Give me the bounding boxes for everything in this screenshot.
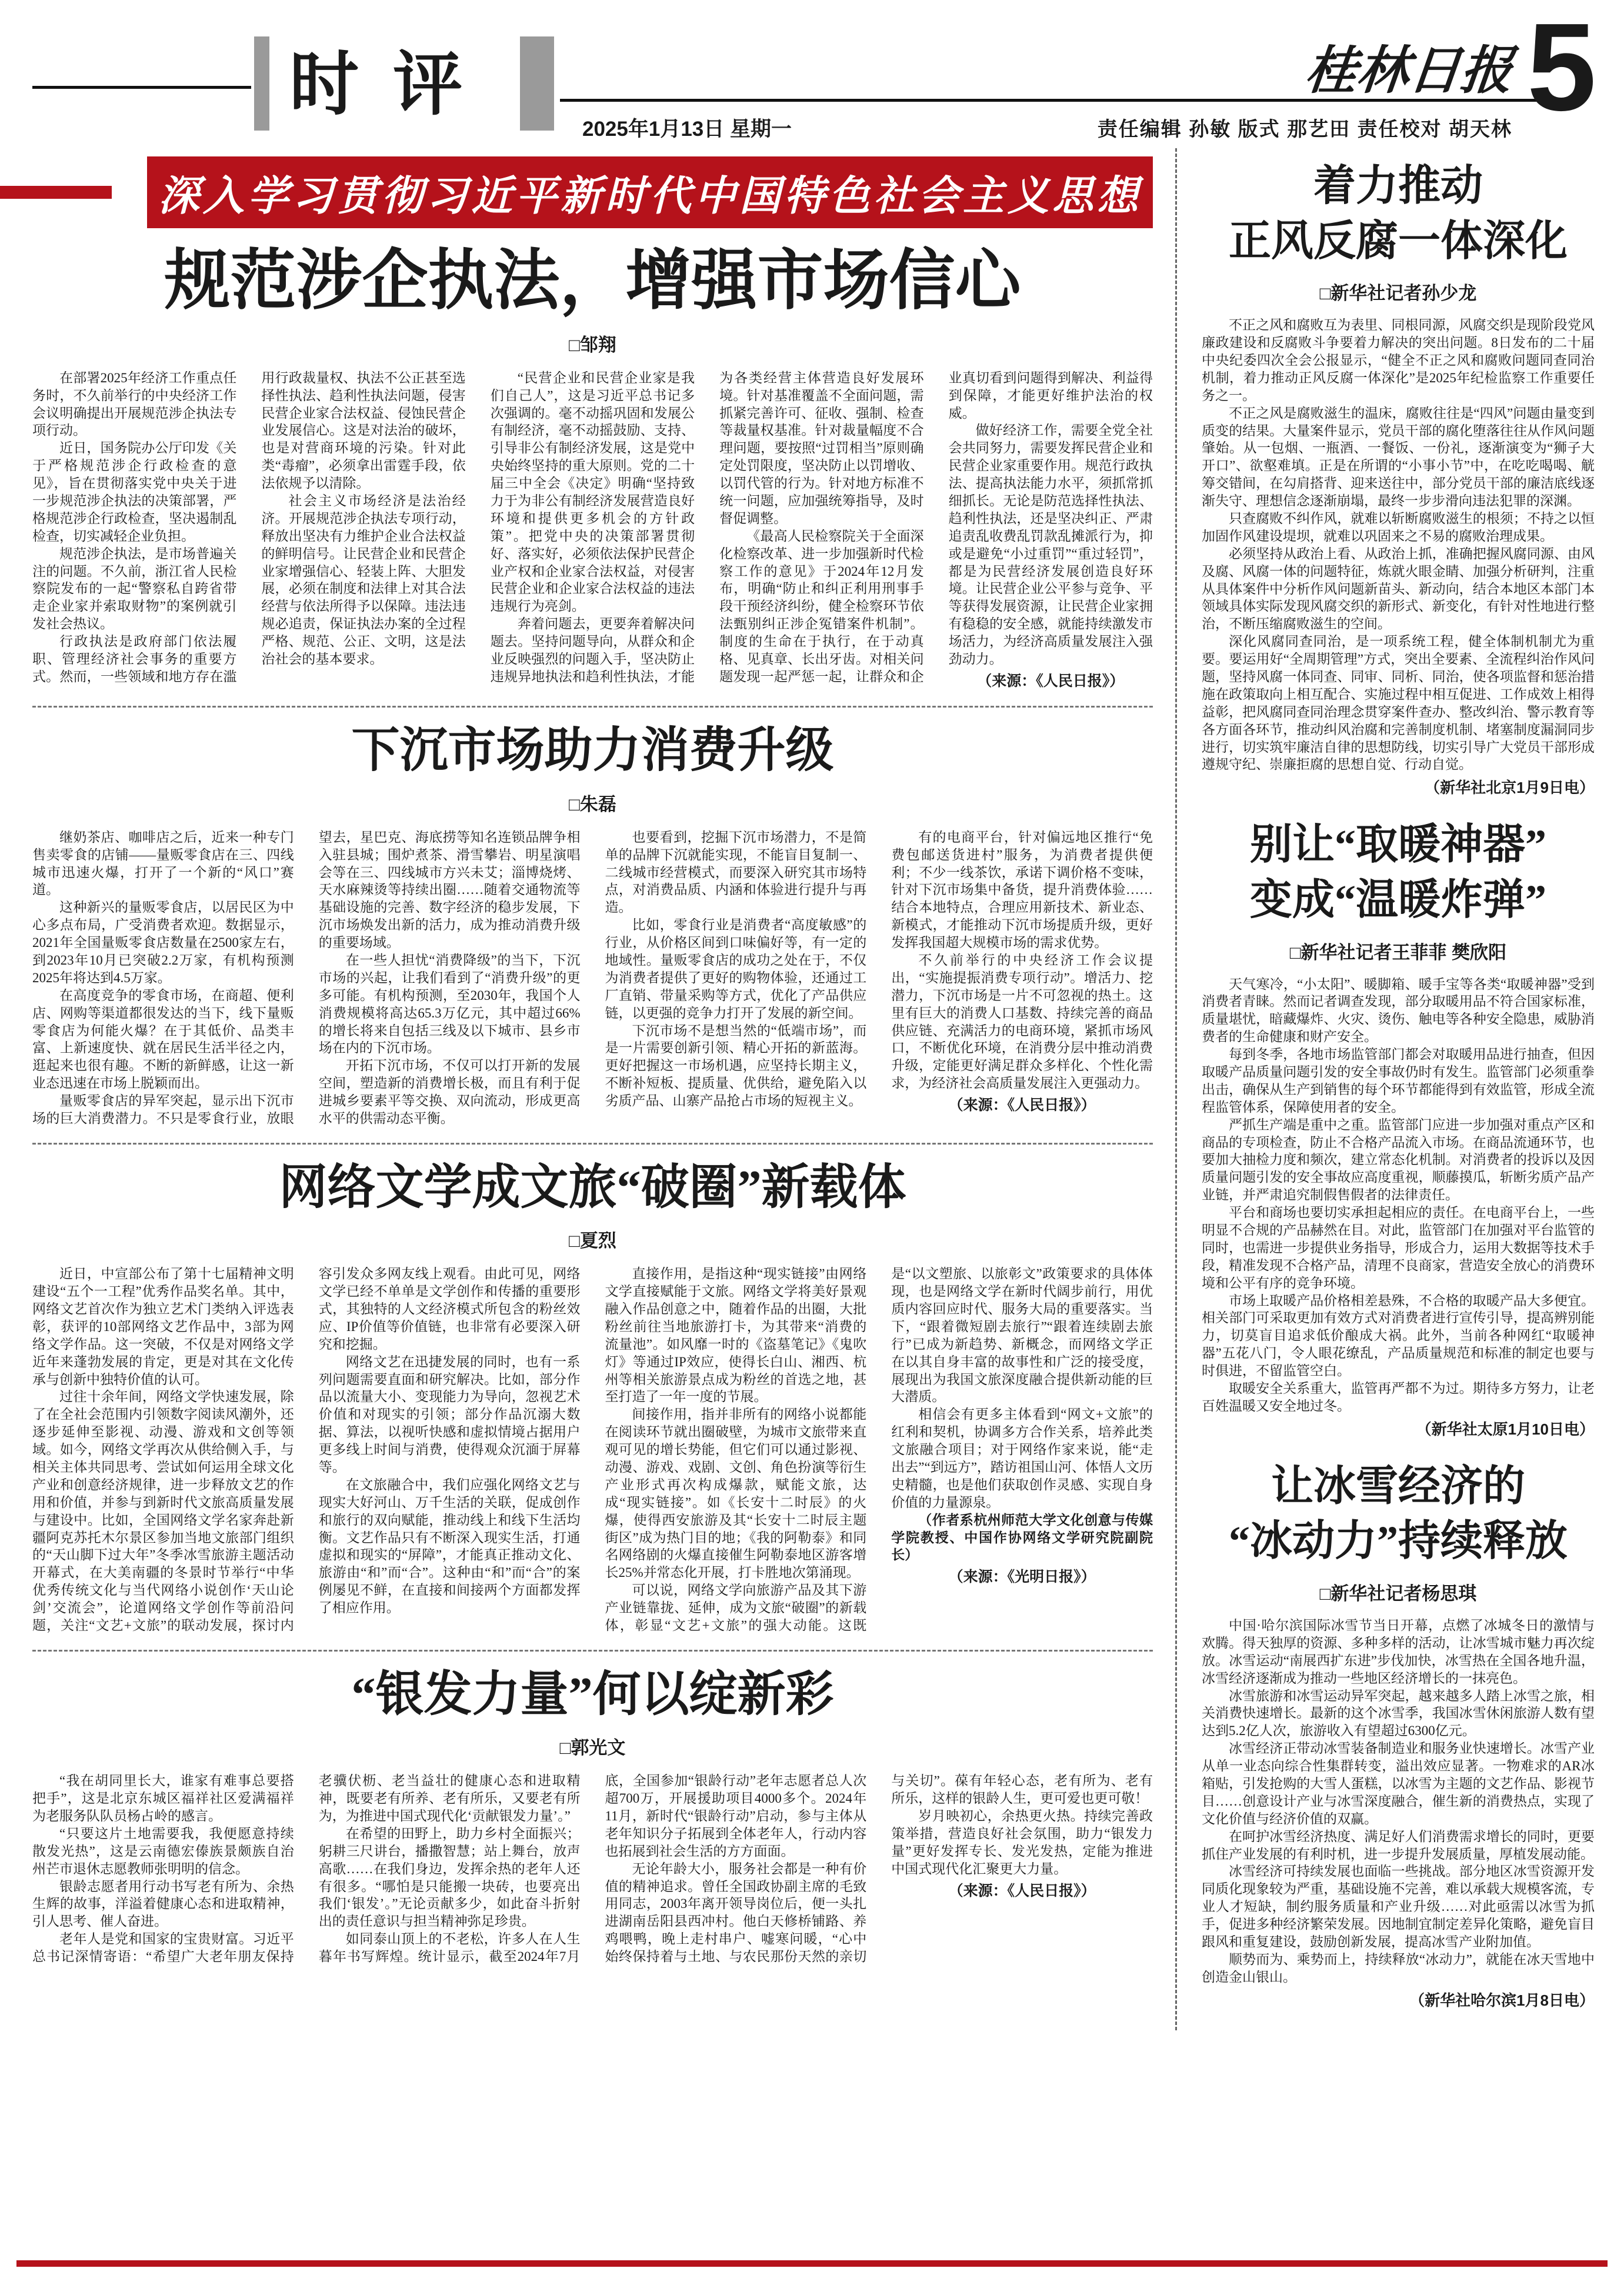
article-body (32, 829, 1153, 1128)
article-title: 下沉市场助力消费升级 (351, 723, 834, 778)
article-divider (32, 706, 1153, 708)
paragraph: 也要看到，挖掘下沉市场潜力，不是简单的品牌下沉就能实现，不能盲目复制一、二线城市经营模式，而要深入研究其市场特点，对消费品质、内涵和体验进行提升与再造。 (605, 829, 867, 915)
paragraph: 在高度竞争的零食市场，在商超、便利店、网购等渠道都很发达的当下，线下量贩零食店为何能火爆？在于其低价、品类丰富、上新速度快、就在居民生活半径之内，逛起来也很有趣。不断的新鲜感，让这一新业态迅速在市场上脱颖而出。 (32, 988, 294, 1091)
paragraph: 冰雪经济正带动冰雪装备制造业和服务业快速增长。冰雪产业从单一业态向综合性集群转变，溢出效应显著。一物难求的AR冰箱贴，引发抢购的大雪人蛋糕，以冰雪为主题的文艺作品、影视节目……创意设计产业与冰雪深度融合，催生新的消费热点，实现了文化价值与经济价值的双赢。 (1202, 1741, 1595, 1826)
paragraph: 冰雪经济可持续发展也面临一些挑战。部分地区冰雪资源开发同质化现象较为严重，基础设施不完善，难以承载大规模客流，专业人才短缺，制约服务质量和产业升级……对此亟需以冰雪为抓手，促进多种经济繁荣发展。因地制宜制定差异化策略，避免盲目跟风和重复建设，鼓励创新发展，提高冰雪产业附加值。 (1202, 1864, 1595, 1950)
paragraph: 不久前举行的中央经济工作会议提出，“实施提振消费专项行动”。增活力、挖潜力，下沉市场是一片不可忽视的热土。这里有巨大的消费人口基数、持续完善的商品供应链、充满活力的电商环境，紧抓市场风口，不断优化环境，在消费分层中推动消费升级，定能更好满足群众多样化、个性化需求，为经济社会高质量发展注入更强动力。 (891, 952, 1153, 1091)
paragraph: 过往十余年间，网络文学快速发展，除了在全社会范围内引领数字阅读风潮外，还逐步延伸至影视、动漫、游戏和文创等领域。如今，网络文学再次从供给侧入手，与相关主体共同思考、尝试如何运用全球文化产业和创意经济规律，进一步释放文艺的作用和价值，并参与到新时代文旅高质量发展与建设中。比如，全国网络文学名家奔赴新疆阿克苏托木尔景区参加当地文旅部门组织的“天山脚下过大年”冬季冰雪旅游主题活动开幕式，在大美南疆的冬景时节举行“中华优秀传统文化与当代网络小说创作‘天山论剑’交流会”，论道网络文学创作等前沿问题，关注“文艺+文旅”的联动发展，探讨内容引发众多网友线上观看。由此可见，网络文学已经不单单是文学创作和传播的重要形式，其独特的人文经济模式所包含的粉丝效应、IP价值等价值链，也非常有必要深入研究和挖掘。 (32, 1266, 581, 1633)
article-dateline: （新华社北京1月9日电） (1425, 779, 1595, 797)
paragraph: 在文旅融合中，我们应强化网络文艺与现实大好河山、万千生活的关联，促成创作和旅行的双向赋能，推动线上和线下生活均衡。文艺作品只有不断深入现实生活，打通虚拟和现实的“屏障”，才能真正推动文化、旅游由“和”而“合”。这种由“和”而“合”的案例屡见不鲜，在直接和间接两个方面都发挥了相应作用。 (318, 1477, 581, 1616)
title-line-2: 变成“温暖炸弹” (1249, 876, 1546, 923)
article-byline: □新华社记者孙少龙 (1319, 283, 1477, 304)
paragraph: 每到冬季，各地市场监管部门都会对取暖用品进行抽查，但因取暖产品质量问题引发的安全事故仍时有发生。监管部门必须重拳出击，确保从生产到销售的每个环节都能得到有效监管，形成全流程监管体系，保障使用者的安全。 (1202, 1047, 1595, 1115)
article-byline: □新华社记者王菲菲 樊欣阳 (1289, 942, 1507, 963)
paragraph: 行政执法是政府部门依法履职、管理经济社会事务的重要方式。然而，一些领域和地方存在滥用行政裁量权、执法不公正甚至选择性执法、趋利性执法问题，侵害民营企业家合法权益、侵蚀民营企业发展信心。这是对法治的破坏，也是对营商环境的污染。针对此类“毒瘤”，必须拿出雷霆手段，依法依规予以清除。 (32, 370, 466, 684)
rail-article-ice-snow-economy (1202, 1459, 1595, 2010)
article-regulate-enforcement (32, 243, 1153, 690)
page-number: 5 (1527, 0, 1596, 136)
paragraph: 奔着问题去，更要奔着解决问题去。坚持问题导向，从群众和企业反映强烈的问题入手，坚决防止违规异地执法和趋利性执法，才能为各类经营主体营造良好发展环境。针对基准覆盖不全面问题，需抓紧完善许可、征收、强制、检查等裁量权基准。针对裁量幅度不合理问题，要按照“过罚相当”原则确定处罚限度，坚决防止以罚增收、以罚代管的行为。针对地方标准不统一问题，应加强统筹指导，及时督促调整。 (490, 370, 924, 684)
paragraph: 下沉市场不是想当然的“低端市场”，而是一片需要创新引领、精心开拓的新蓝海。更好把握这一市场机遇，应坚持长期主义，不断补短板、提质量、优供给，避免陷入以劣质产品、山寨产品抢占市场的短视主义。 (605, 1023, 867, 1109)
article-source: （来源：《光明日报》） (948, 1569, 1096, 1586)
paragraph: 银龄志愿者用行动书写老有所为、余热生辉的故事，洋溢着健康心态和进取精神，引人思考、催人奋进。 (32, 1879, 294, 1929)
article-byline: □新华社记者杨思琪 (1319, 1583, 1477, 1604)
paragraph: “我在胡同里长大，谁家有难事总要搭把手”，这是北京东城区福祥社区爱满福祥为老服务队队员杨占岭的感言。 (32, 1773, 294, 1823)
banner-left-stub (0, 186, 112, 199)
paragraph: 冰雪旅游和冰雪运动异军突起，越来越多人踏上冰雪之旅，相关消费快速增长。最新的这个冰雪季，我国冰雪休闲旅游人数有望达到5.2亿人次，旅游收入有望超过6300亿元。 (1202, 1688, 1595, 1739)
paragraph: 社会主义市场经济是法治经济。开展规范涉企执法专项行动，释放出坚决有力维护企业合法权益的鲜明信号。让民营企业和民营企业家增强信心、轻装上阵、大胆发展，必须在制度和法律上对其合法经营与依法所得予以保障。违法违规必追责，保证执法办案的全过程严格、规范、公正、文明，这是法治社会的基本要求。 (261, 493, 466, 667)
theme-banner (147, 156, 1153, 228)
article-byline: □朱磊 (569, 793, 616, 815)
banner-row (0, 156, 1153, 228)
paragraph: 在一些人担忧“消费降级”的当下，下沉市场的兴起，让我们看到了“消费升级”的更多可能。有机构预测，至2030年，我国个人消费规模将高达65.3万亿元，其中超过66%的增长将来自包括三线及以下城市、县乡市场在内的下沉市场。 (318, 952, 581, 1056)
paragraph: 只查腐败不纠作风，就难以斩断腐败滋生的根须；不持之以恒加固作风建设堤坝，就难以巩固来之不易的腐败治理成果。 (1202, 511, 1595, 543)
paragraph: 在部署2025年经济工作重点任务时，不久前举行的中央经济工作会议明确提出开展规范涉企执法专项行动。 (32, 370, 237, 438)
article-dateline: （新华社太原1月10日电） (1416, 1420, 1595, 1438)
paragraph: 取暖安全关系重大，监管再严都不为过。期待多方努力，让老百姓温暖又安全地过冬。 (1202, 1381, 1595, 1413)
header-rule-left (32, 86, 251, 89)
paragraph: 有的电商平台，针对偏远地区推行“免费包邮送货进村”服务，为消费者提供便利；不少一线茶饮，承诺下调价格不变味，针对下沉市场集中备货，提升消费体验……结合本地特点，合理应用新技术、新业态、新模式，才能推动下沉市场提质升级，更好发挥我国超大规模市场的需求优势。 (891, 829, 1153, 950)
publication-date: 2025年1月13日 星期一 (582, 118, 792, 141)
paragraph: 比如，零食行业是消费者“高度敏感”的行业，从价格区间到口味偏好等，有一定的地域性。量贩零食店的成功之处在于，不仅为消费者提供了更好的购物体验，还通过工厂直销、带量采购等方式，优化了产品供应链，以更强的竞争力打开了发展的新空间。 (605, 918, 867, 1020)
article-byline: □夏烈 (569, 1230, 616, 1252)
article-title (1202, 818, 1595, 928)
title-line-1: 让冰雪经济的 (1270, 1462, 1525, 1510)
article-body (1202, 316, 1595, 773)
paragraph: 近日，国务院办公厅印发《关于严格规范涉企行政检查的意见》，旨在贯彻落实党中央关于进一步规范涉企执法的决策部署，严格规范涉企行政检查，坚决遏制乱检查，切实减轻企业负担。 (32, 441, 237, 543)
paragraph: “只要这片土地需要我，我便愿意持续散发光热”，这是云南德宏傣族景颇族自治州芒市退休志愿教师张明明的信念。 (32, 1826, 294, 1876)
article-source: （来源：《人民日报》） (948, 1097, 1096, 1114)
main-column (32, 148, 1175, 2030)
header-gray-bar-left (254, 36, 269, 131)
article-dateline: （新华社哈尔滨1月8日电） (1409, 1991, 1595, 2009)
author-note: （作者系杭州师范大学文化创意与传媒学院教授、中国作协网络文学研究院副院长） (891, 1512, 1153, 1563)
article-web-literature (32, 1160, 1153, 1634)
article-divider (32, 1143, 1153, 1145)
article-byline: □郭光文 (559, 1737, 626, 1759)
paragraph: 深化风腐同查同治，是一项系统工程，健全体制机制尤为重要。要运用好“全周期管理”方式，突出全要素、全流程纠治作风问题，坚持风腐一体同查、同审、同析、同治，使各项监督和惩治措施在政策取向上相互配合、实施过程中相互促进、工作成效上相得益彰，把风腐同查同治理念贯穿案件查办、整改纠治、警示教育等各方面各环节，推动纠风治腐和完善制度机制、堵塞制度漏洞同步进行，切实筑牢廉洁自律的思想防线，切实引导广大党员干部形成遵规守纪、崇廉拒腐的思想自觉、行动自觉。 (1202, 634, 1595, 772)
paragraph: 近日，中宣部公布了第十七届精神文明建设“五个一工程”优秀作品奖名单。其中，网络文艺首次作为独立艺术门类纳入评选表彰，获评的10部网络文艺作品中，3部为网络文学作品。这一突破，不仅是对网络文学近年来蓬勃发展的肯定，更是对其在文化传承与创新中独特价值的认可。 (32, 1266, 294, 1387)
paragraph: 规范涉企执法，是市场普遍关注的问题。不久前，浙江省人民检察院发布的一起“警察私自跨省带走企业家并索取财物”的案例就引发社会热议。 (32, 546, 237, 632)
title-line-2: 正风反腐一体深化 (1228, 217, 1568, 265)
rail-article-anticorruption (1202, 159, 1595, 798)
article-title: “银发力量”何以绽新彩 (351, 1667, 834, 1721)
article-body (32, 369, 1153, 691)
article-title: 规范涉企执法，增强市场信心 (164, 245, 1021, 318)
paragraph: 做好经济工作，需要全党全社会共同努力，需要发挥民营企业和民营企业家重要作用。规范行政执法、提高执法能力水平，须抓常抓细抓长。无论是防范选择性执法、趋利性执法，还是坚决纠正、严肃追责乱收费乱罚款乱摊派行为，抑或是避免“小过重罚”“重过轻罚”，都是为民营经济发展创造良好环境。让民营企业公平参与竞争、平等获得发展资源，让民营企业家拥有稳稳的安全感，就能持续激发市场活力，为经济高质量发展注入强劲动力。 (948, 423, 1153, 667)
article-byline: □邹翔 (569, 334, 616, 355)
staff-credits: 责任编辑 孙敏 版式 那艺田 责任校对 胡天林 (1097, 118, 1512, 141)
paragraph: 如同泰山顶上的不老松，许多人在人生暮年书写辉煌。统计显示，截至2024年7月底，全国参加“银龄行动”老年志愿者总人次超700万，开展援助项目4000多个。2024年11月，新时代“银龄行动”启动，参与主体从老年知识分子拓展到全体老年人，行动内容也拓展到社会生活的方方面面。 (318, 1773, 867, 1964)
page-header (0, 0, 1624, 148)
paragraph: 量贩零食店的异军突起，显示出下沉市场的巨大消费潜力。不只是零食行业，放眼望去，星巴克、海底捞等知名连锁品牌争相入驻县城；围炉煮茶、滑雪攀岩、明星演唱会等在三、四线城市方兴未艾；淄博烧烤、天水麻辣烫等持续出圈……随着交通物流等基础设施的完善、数字经济的稳步发展，下沉市场焕发出新的活力，成为推动消费升级的重要场域。 (32, 829, 581, 1126)
article-divider (32, 1650, 1153, 1652)
paragraph: 在呵护冰雪经济热度、满足好人们消费需求增长的同时，更要抓住产业发展的有利时机，进一步提升发展质量，厚植发展动能。 (1202, 1829, 1595, 1862)
article-body (32, 1772, 1153, 1966)
right-rail (1175, 148, 1595, 2030)
article-title (1202, 1459, 1595, 1569)
article-source: （来源：《人民日报》） (977, 672, 1125, 689)
article-body (1202, 1617, 1595, 1986)
title-line-1: 着力推动 (1313, 162, 1483, 209)
header-gray-bar-right (520, 36, 554, 131)
paragraph: 开拓下沉市场，不仅可以打开新的发展空间，塑造新的消费增长极，而且有利于促进城乡要素平等交换、双向流动，形成更高水平的供需动态平衡。 (318, 1058, 581, 1126)
paragraph: 直接作用，是指这种“现实链接”由网络文学直接赋能于文旅。网络文学将美好景观融入作品创意之中，随着作品的出圈，大批粉丝前往当地旅游打卡，为其带来“消费的流量池”。如风靡一时的《盗墓笔记》《鬼吹灯》等通过IP效应，使得长白山、湘西、杭州等相关旅游景点成为粉丝的首选之地，甚至打造了一年一度的节展。 (605, 1266, 867, 1405)
paragraph: 继奶茶店、咖啡店之后，近来一种专门售卖零食的店铺——量贩零食店在三、四线城市迅速火爆，打开了一个新的“风口”赛道。 (32, 829, 294, 898)
paragraph: 中国·哈尔滨国际冰雪节当日开幕，点燃了冰城冬日的激情与欢腾。得天独厚的资源、多种多样的活动，让冰雪城市魅力再次绽放。冰雪运动“南展西扩东进”步伐加快，冰雪热在全国各地升温，冰雪经济逐渐成为推动一些地区经济增长的一抹亮色。 (1202, 1617, 1595, 1686)
content-area (0, 148, 1624, 2030)
paragraph: 无论年龄大小，服务社会都是一种有价值的精神追求。曾任全国政协副主席的毛致用同志，2003年离开领导岗位后，便一头扎进湖南岳阳县西冲村。他白天修桥铺路、养鸡喂鸭，晚上走村串户、嘘寒问暖，“心中始终保持着与土地、与农民那份天然的亲切与关切”。葆有年轻心态，老有所为、老有所乐，这样的银龄人生，更可爱也更可敬！ (605, 1773, 1153, 1964)
article-title (1202, 159, 1595, 269)
paragraph: 不正之风是腐败滋生的温床，腐败往往是“四风”问题由量变到质变的结果。大量案件显示，党员干部的腐化堕落往往从作风问题肇始。从一包烟、一瓶酒、一餐饭、一份礼，逐渐演变为“狮子大开口”、欲壑难填。正是在所谓的“小事小节”中，在吃吃喝喝、觥筹交错间，在勾肩搭背、迎来送往中，部分党员干部的廉洁底线逐渐失守、理想信念逐渐崩塌，最终一步步滑向违法犯罪的深渊。 (1202, 405, 1595, 509)
paragraph: 市场上取暖产品价格相差悬殊，不合格的取暖产品大多便宜。相关部门可采取更加有效方式对消费者进行宣传引导，提高辨别能力，切莫盲目追求低价酿成大祸。此外，当前各种网红“取暖神器”五花八门，令人眼花缭乱，产品质量规范和标准的制定也要与时俱进，不留监管空白。 (1202, 1293, 1595, 1379)
article-sinking-market (32, 723, 1153, 1127)
paragraph: 严抓生产端是重中之重。监管部门应进一步加强对重点产区和商品的专项检查，防止不合格产品流入市场。在商品流通环节，也要加大抽检力度和频次，建立常态化机制。对消费者的投诉以及因质量问题引发的安全事故应高度重视，顺藤摸瓜，斩断劣质产品产业链，并严肃追究制假售假者的法律责任。 (1202, 1117, 1595, 1203)
paragraph: “民营企业和民营企业家是我们自己人”，这是习近平总书记多次强调的。毫不动摇巩固和发展公有制经济，毫不动摇鼓励、支持、引导非公有制经济发展，这是党中央始终坚持的重大原则。党的二十届三中全会《决定》明确“坚持致力于为非公有制经济发展营造良好环境和提供更多机会的方针政策”。把党中央的决策部署贯彻好、落实好，必须依法保护民营企业产权和企业家合法权益，对侵害民营企业和企业家合法权益的违法违规行为亮剑。 (490, 370, 695, 614)
title-line-2: “冰动力”持续释放 (1228, 1517, 1568, 1565)
paragraph: 在希望的田野上，助力乡村全面振兴；躬耕三尺讲台，播撒智慧；站上舞台，放声高歌……在我们身边，发挥余热的老年人还有很多。“哪怕是只能搬一块砖，也要亮出我们‘银发’。”无论贡献多少，如此奋斗折射出的责任意识与担当精神弥足珍贵。 (318, 1826, 581, 1929)
paragraph: 不正之风和腐败互为表里、同根同源，风腐交织是现阶段党风廉政建设和反腐败斗争要着力解决的突出问题。8日发布的二十届中央纪委四次全会公报显示，“健全不正之风和腐败问题同查同治机制，着力推动正风反腐一体深化”是2025年纪检监察工作重要任务之一。 (1202, 318, 1595, 403)
paragraph: 《最高人民检察院关于全面深化检察改革、进一步加强新时代检察工作的意见》于2024年12月发布，明确“防止和纠正利用刑事手段干预经济纠纷，健全检察环节依法甄别纠正涉企冤错案件机制”。制度的生命在于执行，在于动真格、见真章、长出牙齿。对相关问题发现一起严惩一起，让群众和企业真切看到问题得到解决、利益得到保障，才能更好维护法治的权威。 (719, 370, 1153, 684)
article-body (1202, 976, 1595, 1415)
paragraph: 可以说，网络文学向旅游产品及其下游产业链靠拢、延伸，成为文旅“破圈”的新载体，彰显“文艺+文旅”的强大动能。这既是“以文塑旅、以旅彰文”政策要求的具体体现，也是网络文学在新时代阔步前行，用优质内容回应时代、服务大局的重要落实。当下，“跟着微短剧去旅行”“跟着连续剧去旅行”已成为新趋势、新概念，而网络文学正在以其自身丰富的故事性和广泛的接受度，展现出为我国文旅深度融合提供新动能的巨大潜质。 (605, 1266, 1153, 1633)
paragraph: 老年人是党和国家的宝贵财富。习近平总书记深情寄语：“希望广大老年朋友保持老骥伏枥、老当益壮的健康心态和进取精神，既要老有所养、老有所乐，又要老有所为，为推进中国式现代化‘贡献银发力量’。” (32, 1773, 581, 1964)
theme-banner-text: 深入学习贯彻习近平新时代中国特色社会主义思想 (158, 172, 1142, 219)
paragraph: 顺势而为、乘势而上，持续释放“冰动力”，就能在冰天雪地中创造金山银山。 (1202, 1952, 1595, 1984)
article-source: （来源：《人民日报》） (948, 1882, 1096, 1899)
paragraph: 岁月映初心，余热更火热。持续完善政策举措，营造良好社会氛围，助力“银发力量”更好发挥专长、发光发热，定能为推进中国式现代化汇聚更大力量。 (891, 1808, 1153, 1876)
paragraph: 网络文艺在迅捷发展的同时，也有一系列问题需要直面和研究解决。比如，部分作品以流量大小、变现能力为导向，忽视艺术价值和对现实的引领；部分作品沉溺大数据、算法，以视听快感和虚拟情境占据用户更多线上时间与消费，使得观众沉湎于屏幕等。 (318, 1354, 581, 1475)
newspaper-masthead: 桂林日报 (1302, 39, 1516, 101)
rail-article-heaters (1202, 818, 1595, 1439)
article-title: 网络文学成文旅“破圈”新载体 (279, 1160, 906, 1214)
paragraph: 必须坚持从政治上看、从政治上抓，准确把握风腐同源、由风及腐、风腐一体的问题特征，炼就火眼金睛、加强分析研判，注重从具体案件中分析作风问题新苗头、新动向，结合本地区本部门本领域具体实际发现风腐交织的新形式、新变化，有针对性地进行整治，不断压缩腐败滋生的空间。 (1202, 546, 1595, 632)
paragraph: 平台和商场也要切实承担起相应的责任。在电商平台上，一些明显不合规的产品赫然在目。对此，监管部门在加强对平台监管的同时，也需进一步提供业务指导，形成合力，运用大数据等技术手段，精准发现不合格产品，清理不良商家，营造安全放心的消费环境和公平有序的竞争环境。 (1202, 1205, 1595, 1290)
section-title: 时评 (289, 46, 497, 124)
paragraph: 天气寒冷，“小太阳”、暖脚箱、暖手宝等各类“取暖神器”受到消费者青睐。然而记者调查发现，部分取暖用品不符合国家标准，质量堪忧，暗藏爆炸、火灾、烫伤、触电等各种安全隐患，威胁消费者的生命健康和财产安全。 (1202, 976, 1595, 1045)
paragraph: 这种新兴的量贩零食店，以居民区为中心多点布局，广受消费者欢迎。数据显示，2021年全国量贩零食店数量在2500家左右，到2023年10月已突破2.2万家，有机构预测2025年将达到4.5万家。 (32, 900, 294, 985)
article-silver-power (32, 1667, 1153, 1966)
paragraph: 相信会有更多主体看到“网文+文旅”的红利和契机，协调多方合作关系，培养此类文旅融合项目；对于网络作家来说，能“走出去”“到远方”，踏访祖国山河、体悟人文历史精髓，也是他们获取创作灵感、实现自身价值的力量源泉。 (891, 1407, 1153, 1510)
bottom-red-rule (16, 2260, 1608, 2267)
article-body (32, 1265, 1153, 1634)
title-line-1: 别让“取暖神器” (1249, 821, 1546, 869)
paragraph: 间接作用，指并非所有的网络小说都能在阅读环节就出圈破壁，为城市文旅带来直观可见的增长势能，但它们可以通过影视、动漫、游戏、戏剧、文创、角色扮演等衍生产业形式再次构成爆款，赋能文旅，达成“现实链接”。如《长安十二时辰》的火爆，使得西安旅游及其“长安十二时辰主题街区”成为热门目的地；《我的阿勒泰》和同名网络剧的火爆直接催生阿勒泰地区游客增长25%并常态化开展，打卡胜地次第涌现。 (605, 1407, 867, 1580)
